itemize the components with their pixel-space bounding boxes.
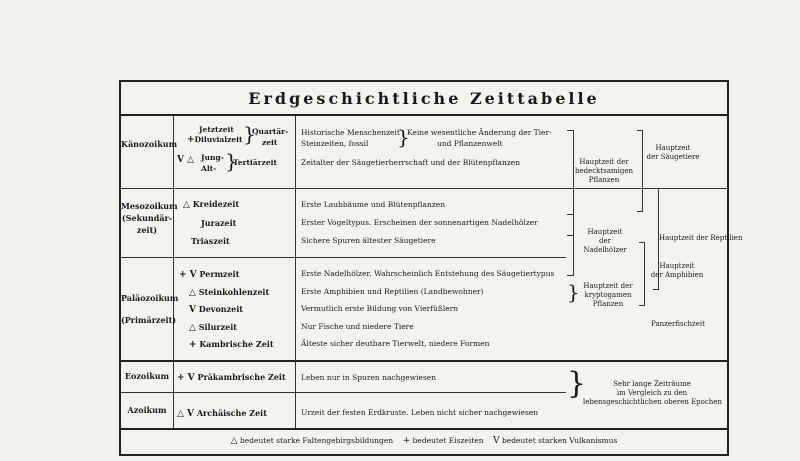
event-kaeno-1: Historische Menschenzeit Steinzeiten, fossil xyxy=(301,128,400,148)
table-title: Erdgeschichtliche Zeittabelle xyxy=(121,82,727,116)
event-archaeische-zeit: Urzeit der festen Erdkruste. Leben nicht sicher nachgewiesen xyxy=(301,408,539,417)
event-tertiaer: Zeitalter der Säugetierherrschaft und der Blütenpflanzen xyxy=(301,158,521,167)
event-kreidezeit: Erste Laubbäume und Blütenpflanzen xyxy=(301,200,446,209)
era-azoikum: Azoikum xyxy=(127,405,167,415)
era-eozoikum: Eozoikum xyxy=(124,371,170,381)
brace-lange: } xyxy=(567,366,587,401)
animal-reptilien: Hauptzeit der Reptilien xyxy=(659,234,743,242)
brace-tertiaer: } xyxy=(225,149,238,173)
event-steinkohlenzeit: Erste Amphibien und Reptilien (Landbewohner) xyxy=(301,287,484,296)
period-jetztzeit: Jetztzeit xyxy=(199,125,234,134)
era-mesozoikum: Mesozoikum (Sekundär- zeit) xyxy=(121,201,178,235)
separator-legend xyxy=(121,428,727,430)
period-archaeische-zeit: △ V Archäische Zeit xyxy=(177,408,267,419)
period-kambrische-zeit: + Kambrische Zeit xyxy=(189,339,274,350)
column-line-era xyxy=(173,116,174,428)
event-praekambrische-zeit: Leben nur in Spuren nachgewiesen xyxy=(301,373,437,382)
bracket-saeugetiere xyxy=(637,130,643,212)
animal-amphibien: Hauptzeit der Amphibien xyxy=(650,262,704,279)
era-kaenozoikum: Känozoikum xyxy=(121,139,178,149)
event-kambrische-zeit: Älteste sicher deutbare Tierwelt, niedere Formen xyxy=(301,339,490,348)
period-tertiaerzeit: Tertiärzeit xyxy=(233,158,277,167)
event-jurazeit: Erster Vogeltypus. Erscheinen der sonnenartigen Nadelhölzer xyxy=(301,218,538,227)
event-triaszeit: Sichere Spuren ältester Säugetiere xyxy=(301,236,436,245)
period-permzeit: + V Permzeit xyxy=(179,269,240,280)
separator-eo-azo xyxy=(121,392,566,393)
animal-saeugetiere: Hauptzeit der Säugetiere xyxy=(646,144,700,161)
event-permzeit: Erste Nadelhölzer. Wahrscheinlich Entstehung des Säugetiertypus xyxy=(301,269,555,278)
separator-palaeo-eo xyxy=(121,360,727,362)
animal-panzerfisch: Panzerfischzeit xyxy=(651,320,705,328)
period-silurzeit: △ Silurzeit xyxy=(189,322,237,333)
period-kreidezeit: △ Kreidezeit xyxy=(183,199,240,210)
period-diluvialzeit: +Diluvialzeit xyxy=(187,135,243,145)
period-jurazeit: Jurazeit xyxy=(201,218,237,228)
period-steinkohlenzeit: △ Steinkohlenzeit xyxy=(189,287,270,298)
note-lange-zeitraeume: Sehr lange Zeiträume im Vergleich zu den lebensgeschichtlichen oberen Epochen xyxy=(583,380,722,406)
bracket-nadel xyxy=(567,214,574,276)
plant-bedecktsamig: Hauptzeit der bedecktsamigen Pflanzen xyxy=(575,158,633,184)
brace-events-kaeno: } xyxy=(397,125,410,149)
bracket-amphibien xyxy=(639,242,645,306)
timetable-frame xyxy=(119,80,743,456)
separator-meso-palaeo xyxy=(121,257,566,258)
event-silurzeit: Nur Fische und niedere Tiere xyxy=(301,322,414,331)
column-line-period xyxy=(295,116,296,428)
era-palaeozoikum: Paläozoikum (Primärzeit) xyxy=(121,293,179,325)
legend: △ bedeutet starke Faltengebirgsbildungen + bedeutet Eiszeiten V bedeutet starken Vulkanismus xyxy=(230,436,618,446)
plant-nadelhoelzer: Hauptzeit der Nadelhölzer xyxy=(583,228,627,254)
event-kaeno-2: Keine wesentliche Änderung der Tier- und Pflanzenwelt xyxy=(407,128,552,148)
brace-krypto: } xyxy=(567,280,580,304)
period-triaszeit: Triaszeit xyxy=(191,236,230,246)
period-praekambrische-zeit: + V Präkambrische Zeit xyxy=(177,372,286,383)
period-devonzeit: V Devonzeit xyxy=(189,304,243,315)
jung-alt: Jung- Alt- xyxy=(201,153,224,173)
event-devonzeit: Vermutlich erste Bildung von Vierfüßlern xyxy=(301,304,459,313)
plant-kryptogamen: Hauptzeit der kryptogamen Pflanzen xyxy=(583,282,633,308)
brace-quartaer: } xyxy=(243,122,256,146)
symbols-tertiaer: V △ xyxy=(177,155,195,165)
period-quartaerzeit: Quartär- zeit xyxy=(252,127,289,147)
